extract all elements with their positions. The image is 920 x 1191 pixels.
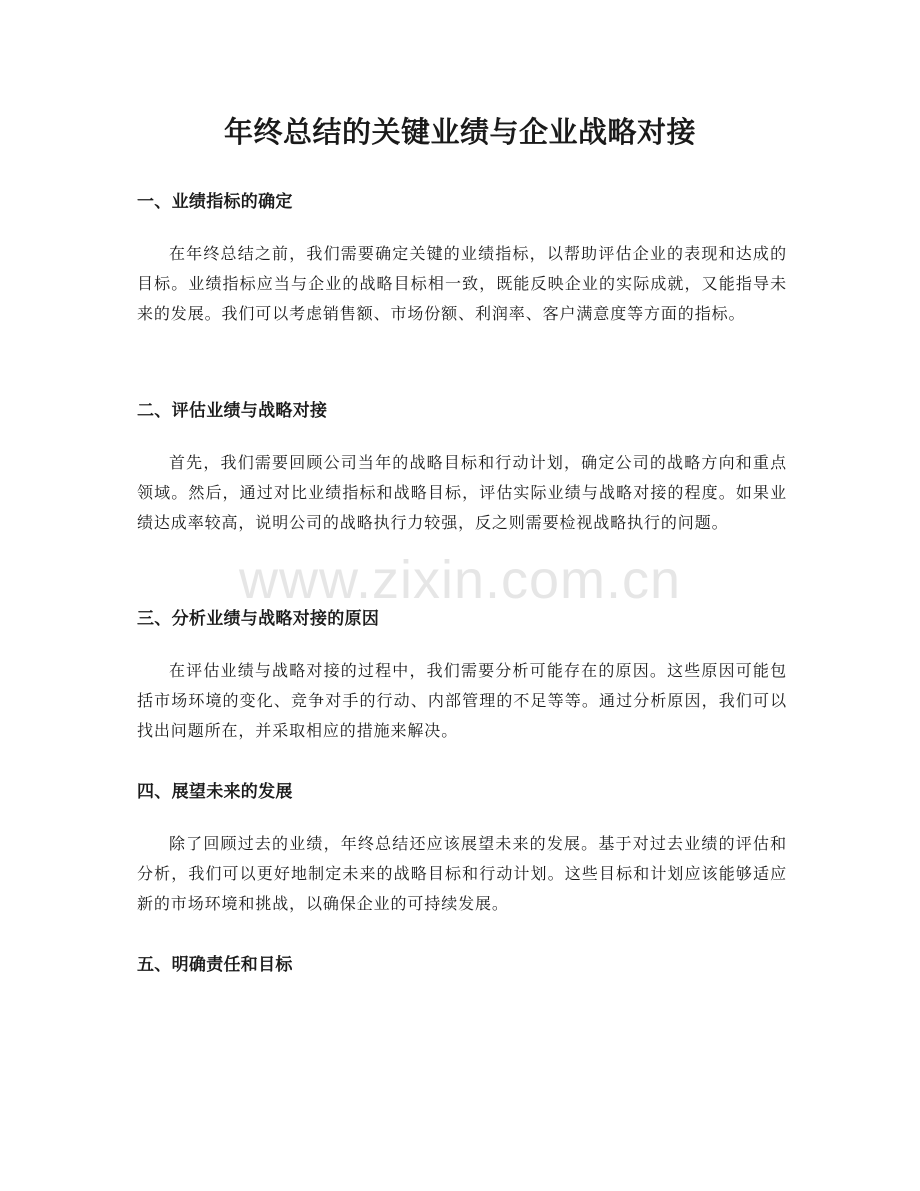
section-3 <box>137 606 787 746</box>
section-heading: 三、分析业绩与战略对接的原因 <box>137 609 380 629</box>
document-title: 年终总结的关键业绩与企业战略对接 <box>223 115 696 149</box>
watermark-text: www.zixin.com.cn <box>238 550 682 610</box>
section-2 <box>137 398 787 538</box>
section-1 <box>137 189 787 329</box>
section-heading: 一、业绩指标的确定 <box>137 192 293 212</box>
section-5 <box>137 952 787 978</box>
section-paragraph: 在年终总结之前，我们需要确定关键的业绩指标，以帮助评估企业的表现和达成的目标。业绩指标应当与企业的战略目标相一致，既能反映企业的实际成就，又能指导未来的发展。我们可以考虑销售额、市场份额、利润率、客户满意度等方面的指标。 <box>137 244 787 323</box>
section-4 <box>137 779 787 919</box>
section-paragraph: 除了回顾过去的业绩，年终总结还应该展望未来的发展。基于对过去业绩的评估和分析，我们可以更好地制定未来的战略目标和行动计划。这些目标和计划应该能够适应新的市场环境和挑战，以确保企业的可持续发展。 <box>137 834 787 913</box>
section-heading: 四、展望未来的发展 <box>137 782 293 802</box>
section-heading: 二、评估业绩与战略对接 <box>137 401 328 421</box>
section-paragraph: 在评估业绩与战略对接的过程中，我们需要分析可能存在的原因。这些原因可能包括市场环境的变化、竞争对手的行动、内部管理的不足等等。通过分析原因，我们可以找出问题所在，并采取相应的措施来解决。 <box>137 661 787 740</box>
section-heading: 五、明确责任和目标 <box>137 955 293 975</box>
section-paragraph: 首先，我们需要回顾公司当年的战略目标和行动计划，确定公司的战略方向和重点领域。然后，通过对比业绩指标和战略目标，评估实际业绩与战略对接的程度。如果业绩达成率较高，说明公司的战略执行力较强，反之则需要检视战略执行的问题。 <box>137 453 787 532</box>
